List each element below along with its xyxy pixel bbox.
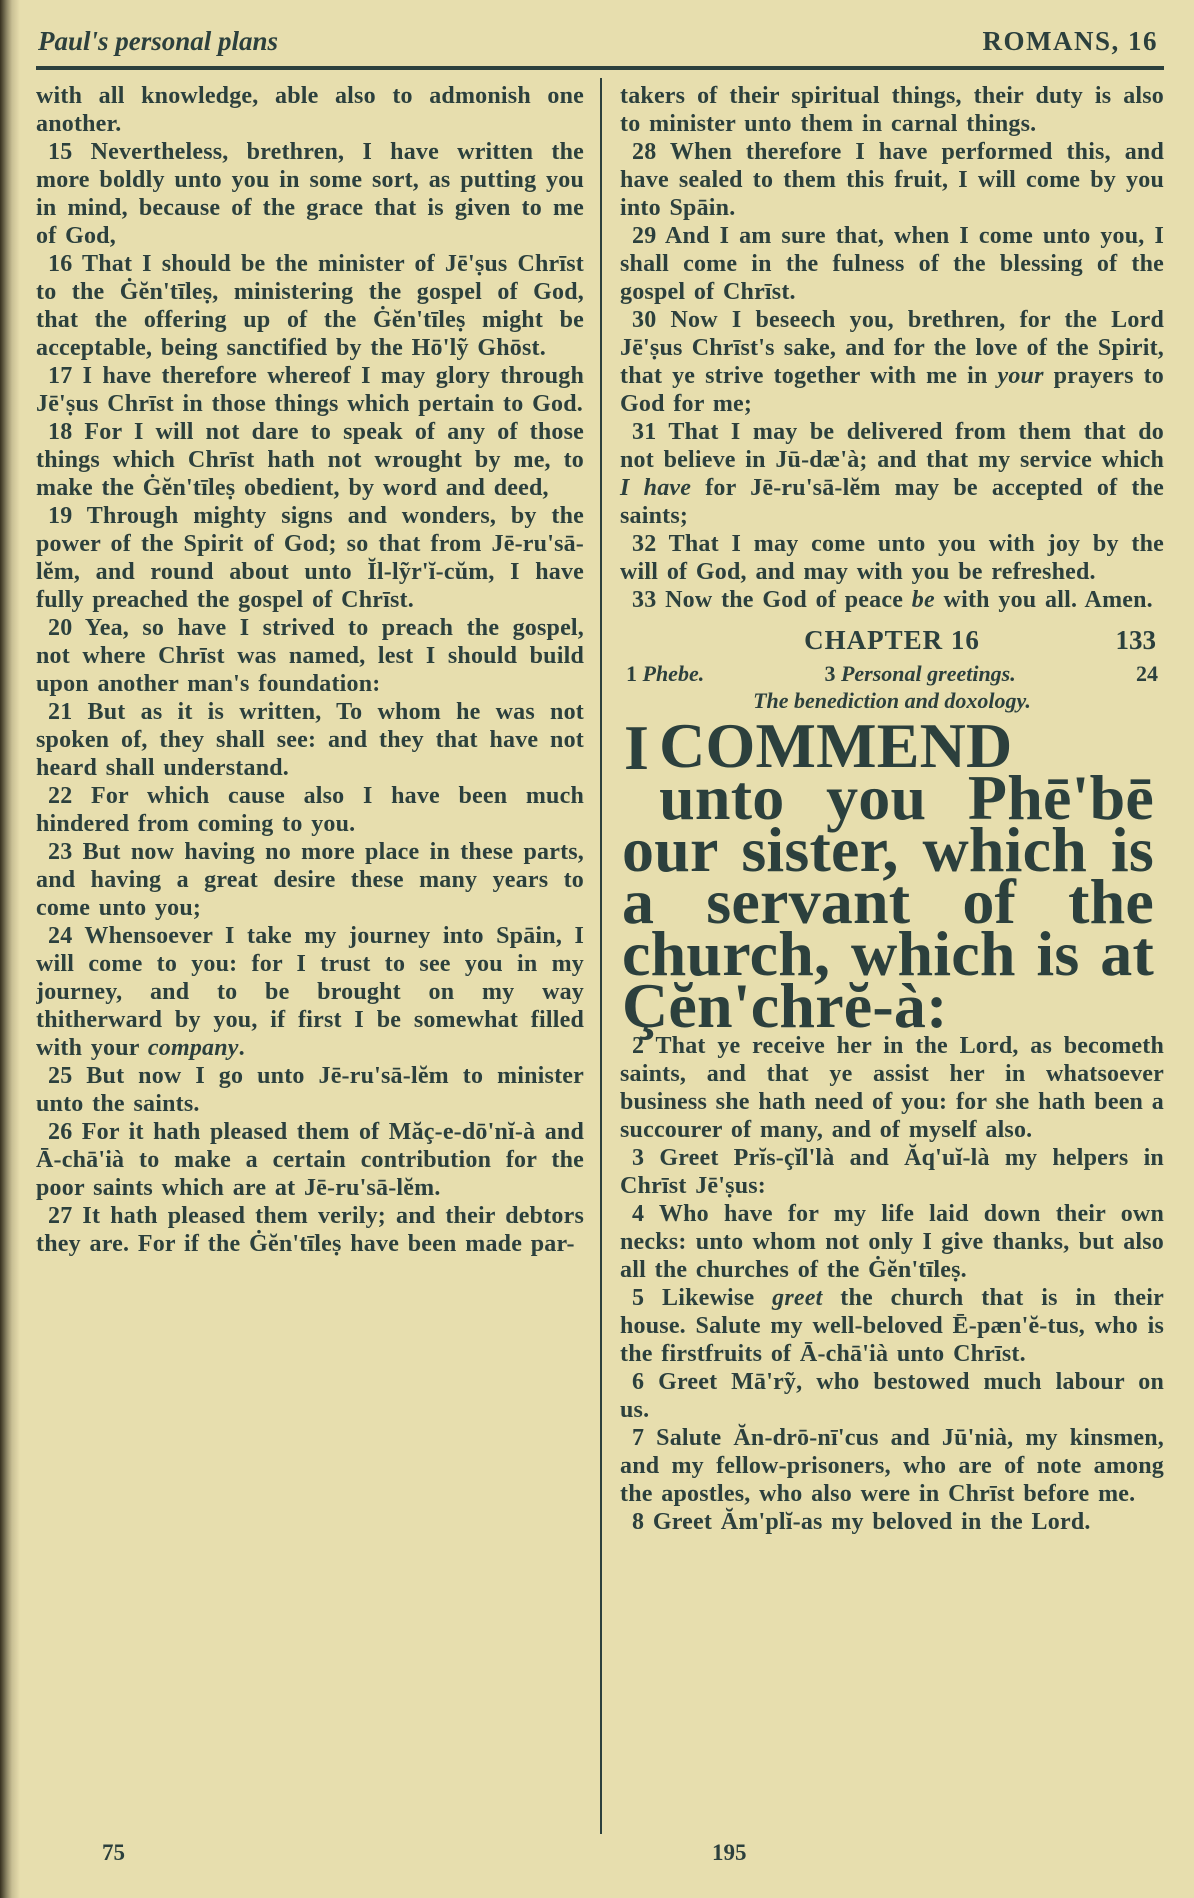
verse-paragraph: 24 Whensoever I take my journey into Spāin, I will come to you: for I trust to see you in my journey, and to be brought on my way thitherward by you, if first I be somewhat filled with your company. — [36, 923, 584, 1061]
page-edge-shadow — [0, 0, 20, 1898]
verse-paragraph: 15 Nevertheless, brethren, I have written the more boldly unto you in some sort, as putting you in mind, because of the grace that is given to me of God, — [36, 139, 584, 249]
verse-paragraph: 21 But as it is written, To whom he was not spoken of, they shall see: and they that have not heard shall understand. — [36, 699, 584, 781]
verse-paragraph: 32 That I may come unto you with joy by the will of God, and may with you be refreshed. — [620, 531, 1164, 585]
continuation-paragraph: with all knowledge, able also to admonish one another. — [36, 83, 584, 137]
page-footer — [0, 1840, 1194, 1870]
verse-paragraph: 8 Greet Ăm'plĭ-as my beloved in the Lord. — [632, 1509, 1091, 1535]
verse-paragraph: 2 That ye receive her in the Lord, as becometh saints, and that ye assist her in whatsoever business she hath need of you: for she hath been a succourer of many, and of myself also. — [620, 1033, 1164, 1143]
running-head-right: ROMANS, 16 — [982, 26, 1158, 56]
chapter-heading-block — [620, 622, 1164, 714]
verse-paragraph: 25 But now I go unto Jē-ru'sā-lĕm to minister unto the saints. — [36, 1063, 584, 1117]
verse-paragraph: 19 Through mighty signs and wonders, by the power of the Spirit of God; so that from Jē-ru'sā-lĕm, and round about unto Ĭl-lỹr'ĭ-cŭm, I have fully preached the gospel of Chrīst. — [36, 503, 584, 613]
verse-paragraph: 26 For it hath pleased them of Măç-e-dō'nĭ-à and Ā-chā'ià to make a certain contribution for the poor saints which are at Jē-ru'sā-lĕm. — [36, 1119, 584, 1201]
summary-seg-1: 1 Phebe. — [626, 661, 705, 686]
page-header — [36, 22, 1164, 66]
running-head-left: Paul's personal plans — [38, 26, 279, 56]
verse-paragraph: 29 And I am sure that, when I come unto you, I shall come in the fulness of the blessing of the gospel of Chrīst. — [620, 223, 1164, 305]
verse-paragraph: 6 Greet Mā'rỹ, who bestowed much labour on us. — [620, 1369, 1164, 1423]
verse-paragraph: 20 Yea, so have I strived to preach the gospel, not where Chrīst was named, lest I should build upon another man's foundation: — [36, 615, 584, 697]
chapter-title-row — [620, 622, 1164, 658]
verse-paragraph: 18 For I will not dare to speak of any of those things which Chrīst hath not wrought by me, to make the Ġĕn'tīleṣ obedient, by word and deed, — [36, 419, 584, 501]
verse-paragraph: 33 Now the God of peace be with you all. Amen. — [632, 587, 1153, 613]
right-column — [600, 78, 1164, 1834]
verse-paragraph: 31 That I may be delivered from them that do not believe in Jū-dæ'à; and that my service which I have for Jē-ru'sā-lĕm may be accepted of the saints; — [620, 419, 1164, 529]
verse-paragraph: 3 Greet Prĭs-çĭl'là and Ăq'uĭ-là my helpers in Chrīst Jē'ṣus: — [620, 1145, 1164, 1199]
verse-paragraph: 17 I have therefore whereof I may glory through Jē'ṣus Chrīst in those things which pertain to God. — [36, 363, 584, 417]
right-column-bottom — [620, 710, 1164, 1536]
verse-paragraph: 23 But now having no more place in these parts, and having a great desire these many years to come unto you; — [36, 839, 584, 921]
verse-paragraph: 22 For which cause also I have been much hindered from coming to you. — [36, 783, 584, 837]
verse-paragraph: 5 Likewise greet the church that is in their house. Salute my well-beloved Ē-pæn'ĕ-tus, who is the firstfruits of Ā-chā'ià unto Chrīst. — [620, 1285, 1164, 1367]
page-number-left: 75 — [102, 1840, 125, 1865]
verse-paragraph: 16 That I should be the minister of Jē'ṣus Chrīst to the Ġĕn'tīleṣ, ministering the gospel of God, that the offering up of the Ġĕn'tīleṣ might be acceptable, being sanctified by the Hō'lỹ Ghōst. — [36, 251, 584, 361]
header-rule — [36, 66, 1164, 70]
left-column — [36, 78, 600, 1834]
summary-seg-2: 3 Personal greetings. — [824, 661, 1016, 686]
right-column-top — [620, 82, 1164, 614]
chapter-summary-line2: The benediction and doxology. — [753, 688, 1031, 713]
verse-paragraph: 4 Who have for my life laid down their own necks: unto whom not only I give thanks, but also all the churches of the Ġĕn'tīleṣ. — [620, 1201, 1164, 1283]
summary-seg-3: 24 — [1136, 661, 1158, 686]
continuation-paragraph: takers of their spiritual things, their duty is also to minister unto them in carnal things. — [620, 83, 1164, 137]
chapter-summary — [620, 658, 1164, 687]
chapter-title: CHAPTER 16 — [804, 625, 980, 655]
chapter-page-ref: 133 — [1115, 625, 1156, 655]
verse-paragraph: 30 Now I beseech you, brethren, for the Lord Jē'ṣus Chrīst's sake, and for the love of the Spirit, that ye strive together with me in your prayers to God for me; — [620, 307, 1164, 417]
text-columns — [36, 78, 1164, 1834]
verse-paragraph: 28 When therefore I have performed this, and have sealed to them this fruit, I will come by you into Spāin. — [620, 139, 1164, 221]
page-number-center: 195 — [712, 1840, 747, 1865]
dropcap-verse-paragraph: I COMMEND unto you Phē'bē our sister, which is a servant of the church, which is at Çĕn'chrĕ-à: — [622, 710, 1154, 1041]
verse-paragraph: 27 It hath pleased them verily; and their debtors they are. For if the Ġĕn'tīleṣ have been made par- — [36, 1203, 584, 1257]
verse-paragraph: 7 Salute Ăn-drō-nī'cus and Jū'nià, my kinsmen, and my fellow-prisoners, who are of note among the apostles, who also were in Chrīst before me. — [620, 1425, 1164, 1507]
drop-cap-initial: I — [624, 712, 650, 783]
